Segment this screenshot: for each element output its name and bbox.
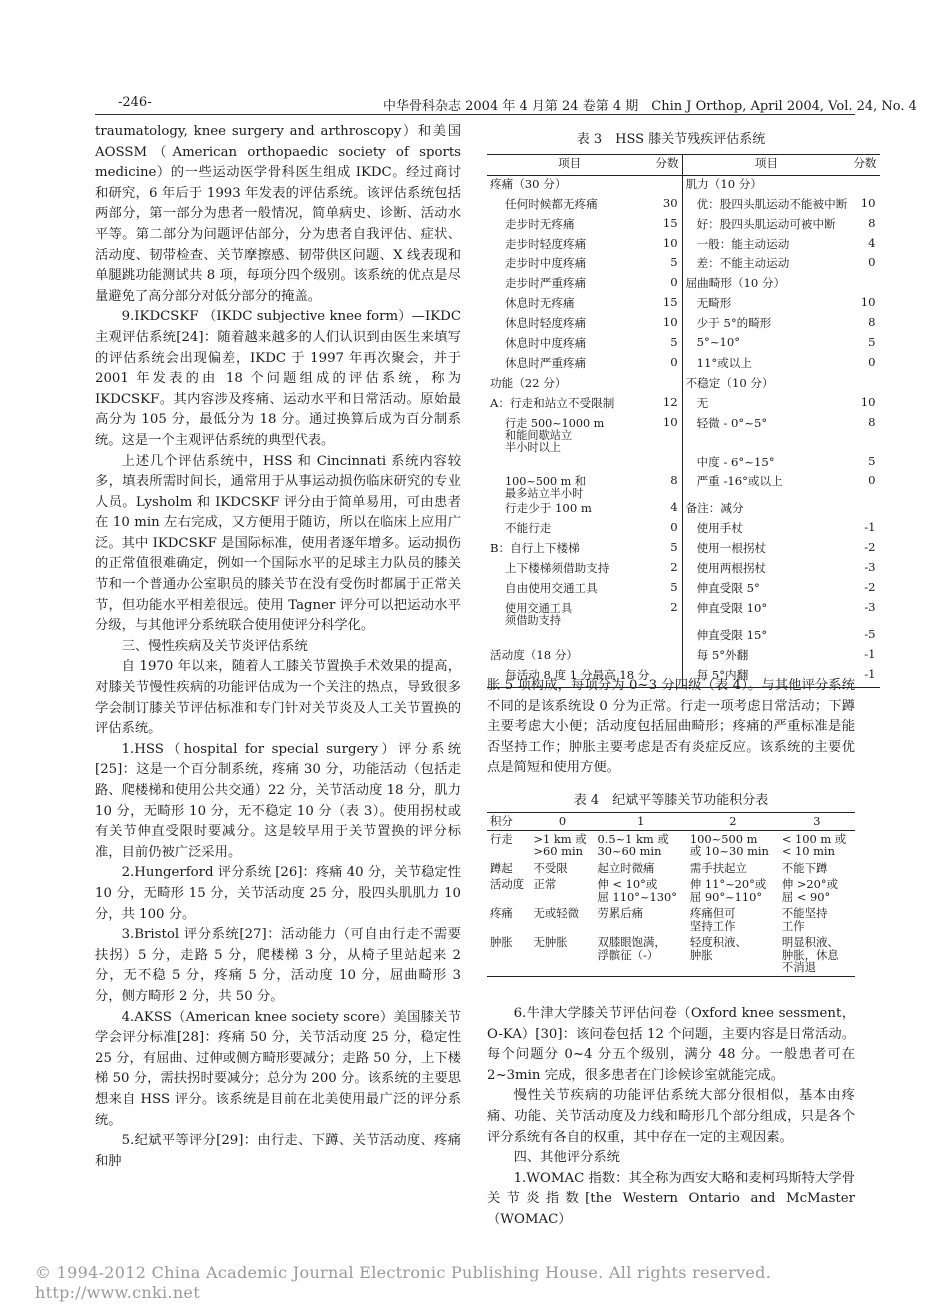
score-cell: 2 (652, 560, 682, 580)
score-cell: -1 (850, 667, 879, 687)
score-cell: 8 (868, 215, 876, 230)
row-label-cell: 行走 (490, 831, 513, 846)
hss-table (487, 154, 880, 688)
item-cell: 伸直受限 10° (696, 600, 768, 615)
score-cell: 5 (652, 580, 682, 600)
item-cell: 备注：减分 (685, 501, 744, 516)
column-header: 项目 (682, 155, 850, 176)
value-cell: 正常 (533, 877, 557, 891)
row-label-cell: 肿胀 (487, 934, 530, 976)
score-cell: 0 (652, 355, 682, 375)
item-cell: A：行走和站立不受限制 (490, 395, 615, 410)
column-header: 积分 (487, 813, 530, 831)
value-cell: < 100 m 或 < 10 min (781, 831, 847, 858)
right-mid-column (487, 676, 855, 779)
score-cell (850, 175, 879, 195)
item-cell: 11°或以上 (696, 355, 752, 370)
score-cell: -3 (864, 599, 876, 614)
right-bottom-column (487, 1004, 855, 1231)
score-cell: 5 (868, 335, 876, 350)
item-cell: 优：股四头肌运动不能被中断 (696, 196, 848, 211)
item-cell: 每 5°内翻 (682, 667, 850, 687)
item-cell: 任何时候都无疼痛 (505, 196, 598, 211)
row-label-cell: 疼痛 (490, 906, 513, 920)
item-cell: 使用手杖 (696, 521, 743, 536)
item-cell: 不稳定（10 分） (685, 375, 774, 390)
item-cell: 少于 5°的畸形 (696, 316, 772, 331)
item-cell: 无 (696, 395, 709, 410)
score-cell: 15 (652, 295, 682, 315)
page-number: -246- (118, 95, 152, 110)
table-row (487, 600, 880, 627)
paragraph: 三、慢性疾病及关节炎评估系统 (121, 638, 308, 654)
score-cell (652, 454, 682, 474)
column-header: 3 (779, 813, 855, 831)
score-cell: 8 (652, 473, 682, 500)
paragraph: 四、其他评分系统 (513, 1150, 620, 1166)
value-cell: 伸 >20°或 屈 < 90° (781, 877, 838, 904)
item-cell: B：自行上下楼梯 (490, 541, 580, 556)
value-cell: 伸 < 10°或 屈 110°~130° (597, 877, 677, 904)
value-cell: 不能下蹲 (781, 860, 828, 875)
table-row (487, 355, 880, 375)
score-cell: -1 (864, 520, 876, 535)
score-cell: 0 (868, 354, 876, 369)
table-row (487, 580, 880, 600)
item-cell: 100~500 m 和 最多站立半小时 (505, 475, 586, 501)
score-cell: 0 (868, 255, 876, 270)
value-cell: 明显积液、 肿胀，休息 不消退 (779, 934, 855, 976)
table-row (487, 335, 880, 355)
paragraph: traumatology, knee surgery and arthroscopy）和美国 AOSSM（American orthopaedic society of sports medicine）的一些运动医学骨科医生组成 IKDC。经过商讨和研究，6 年后于 1993 年发表的评估系统。该评估系统包括两部分，第一部分为患者一般情况，简单病史、诊断、活动水平等。第二部分为问题评估部分，分为患者自我评估、症状、活动度、韧带检查、关节摩擦感、韧带供区问题、X 线表现和单腿跳功能测试共 8 项，每项分四个级别。该系统的优点是尽量避免了高分部分对低分部分的掩盖。 (95, 124, 461, 304)
paragraph: 4.AKSS（American knee society score）美国膝关节学会评分标准[28]：疼痛 50 分，关节活动度 25 分，稳定性 25 分，有屈曲、过伸或侧方畸形要减分；走路 50 分，上下楼梯 50 分，需扶拐时要减分；总分为 200 分。该系统的主要思想来自 HSS 评分。该系统是目前在北美使用最广泛的评分系统。 (95, 1009, 461, 1128)
column-header: 项目 (487, 155, 652, 176)
journal-name-cn: 中华骨科杂志 2004 年 4 月第 24 卷第 4 期 (383, 99, 639, 114)
item-cell (487, 627, 652, 647)
table-row (487, 473, 880, 500)
table-header-row (487, 813, 855, 831)
paragraph: 3.Bristol 评分系统[27]：活动能力（可自由行走不需要扶拐）5 分，走路 5 分，爬楼梯 3 分，从椅子里站起来 2 分，无不稳 5 分，疼痛 5 分，活动度 10 分，屈曲畸形 3 分，侧方畸形 2 分，共 50 分。 (95, 927, 461, 1004)
value-cell: 轻度积液、 肿胀 (687, 934, 779, 976)
item-cell: 休息时轻度疼痛 (505, 316, 587, 331)
table-row (487, 540, 880, 560)
score-cell: 5 (868, 453, 876, 468)
score-cell: 0 (652, 520, 682, 540)
paragraph: 慢性关节疾病的功能评估系统大部分很相似，基本由疼痛、功能、关节活动度及力线和畸形几个部分组成，只是各个评分系统有各自的权重，其中存在一定的主观因素。 (487, 1088, 855, 1145)
value-cell: 起立时微痛 (597, 860, 655, 875)
table-row (487, 876, 855, 905)
item-cell: 好：股四头肌运动可被中断 (696, 216, 836, 231)
score-cell: -1 (864, 646, 876, 661)
table-row (487, 500, 880, 520)
column-header: 分数 (652, 155, 682, 176)
score-cell (850, 375, 879, 395)
score-cell: 8 (868, 414, 876, 429)
paragraph: 胀 5 项构成，每项分为 0~3 分四级（表 4）。与其他评分系统不同的是该系统设 0 分为正常。行走一项考虑日常活动；下蹲主要考虑大小便；活动度包括屈曲畸形；疼痛的严重标准是能否坚持工作；肿胀主要考虑是否有炎症反应。该系统的主要优点是简短和使用方便。 (487, 678, 855, 776)
paragraph: 1.HSS（hospital for special surgery）评分系统[25]：这是一个百分制系统，疼痛 30 分，功能活动（包括走路、爬楼梯和使用公共交通）22 分，关节活动度 18 分，肌力 10 分，无畸形 10 分，无不稳定 10 分（表 3）。使用拐杖或有关节伸直受限时要减分。这是较早用于关节置换的评分标准，目前仍被广泛采用。 (95, 741, 461, 860)
row-label-cell: 蹲起 (490, 860, 513, 875)
paragraph: 9.IKDCSKF （IKDC subjective knee form）—IKDC 主观评估系统[24]：随着越来越多的人们认识到由医生来填写的评估系统会出现偏差，IKDC 于 1997 年再次聚会，并于 2001 年发表的由 18 个问题组成的评估系统，称为 IKDCSKF。其内容涉及疼痛、运动水平和日常活动。原始最高分为 105 分，最低分为 18 分。通过换算后成为百分制系统。这是一个主观评估系统的典型代表。 (95, 309, 461, 448)
item-cell: 严重 -16°或以上 (696, 474, 783, 489)
score-cell: 10 (652, 236, 682, 256)
table-row (487, 627, 880, 647)
value-cell: 无或轻微 (533, 906, 580, 920)
item-cell: 中度 - 6°~15° (696, 454, 775, 469)
item-cell: 行走 500~1000 m 和能间歇站立 半小时以上 (505, 416, 605, 454)
knee-function-table (487, 812, 855, 977)
value-cell: 不能坚持 工作 (781, 906, 828, 933)
item-cell: 伸直受限 15° (696, 627, 768, 642)
value-cell: 双膝眼饱满， 浮髌征（-） (594, 934, 686, 976)
item-cell: 轻微 - 0°~5° (696, 415, 768, 430)
table-header-row (487, 155, 880, 176)
item-cell: 休息时无疼痛 (505, 296, 575, 311)
paragraph: 1.WOMAC 指数：其全称为西安大略和麦柯玛斯特大学骨关节炎指数[the Western Ontario and McMaster（WOMAC） (487, 1170, 855, 1227)
paragraph: 上述几个评估系统中，HSS 和 Cincinnati 系统内容较多，填表所需时间长，通常用于从事运动损伤临床研究的专业人员。Lysholm 和 IKDCSKF 评分由于简单易用，可由患者在 10 min 左右完成，又方便用于随访，所以在临床上应用广泛。其中 IKDCSKF 是国际标准，使用者逐年增多。运动损伤的正常值很难确定，例如一个国际水平的足球主力队员的膝关节和一个普通办公室职员的膝关节在没有受伤时都属于正常关节，但功能水平相差很远。使用 Tagner 评分可以把运动水平分级，与其他评分系统联合使用使评分科学化。 (95, 453, 461, 634)
item-cell: 走步时轻度疼痛 (505, 236, 587, 251)
table-row (487, 860, 855, 877)
score-cell: 4 (868, 235, 876, 250)
value-cell: 0.5~1 km 或 30~60 min (597, 831, 669, 858)
score-cell: -2 (864, 580, 876, 595)
table-row (487, 216, 880, 236)
score-cell: 4 (652, 500, 682, 520)
score-cell: 10 (860, 195, 876, 210)
item-cell: 上下楼梯须借助支持 (505, 561, 610, 576)
score-cell (652, 175, 682, 195)
score-cell: 30 (652, 196, 682, 216)
value-cell: 100~500 m 或 10~30 min (689, 831, 769, 858)
table-row (487, 415, 880, 454)
score-cell: -3 (864, 560, 876, 575)
item-cell: 疼痛（30 分） (490, 176, 567, 191)
item-cell: 走步时严重疼痛 (505, 276, 587, 291)
paragraph: 5.纪斌平等评分[29]：由行走、下蹲、关节活动度、疼痛和肿 (95, 1133, 461, 1169)
score-cell (652, 627, 682, 647)
item-cell: 走步时中度疼痛 (505, 256, 587, 271)
item-cell: 5°~10° (696, 335, 741, 350)
item-cell: 休息时中度疼痛 (505, 336, 587, 351)
table-row (487, 375, 880, 395)
item-cell: 差：不能主动运动 (696, 256, 790, 271)
score-cell: -5 (864, 626, 876, 641)
score-cell: 2 (652, 600, 682, 627)
item-cell: 自由使用交通工具 (505, 581, 598, 596)
column-header: 0 (530, 813, 594, 831)
score-cell: 8 (868, 315, 876, 330)
score-cell: 5 (652, 255, 682, 275)
value-cell: 不受限 (533, 860, 568, 875)
value-cell: 疼痛但可 坚持工作 (689, 906, 736, 933)
item-cell: 无畸形 (696, 296, 732, 311)
item-cell: 行走少于 100 m (505, 501, 592, 516)
item-cell (487, 454, 652, 474)
table-row (487, 520, 880, 540)
value-cell: 劳累后痛 (597, 906, 644, 920)
score-cell: 10 (652, 415, 682, 454)
value-cell: >1 km 或 >60 min (533, 831, 587, 858)
value-cell: 需手扶起立 (689, 860, 747, 875)
item-cell: 每 5°外翻 (696, 647, 749, 662)
row-label-cell: 活动度 (490, 877, 525, 891)
score-cell: 10 (652, 315, 682, 335)
score-cell: 10 (860, 295, 876, 310)
item-cell: 一般：能主动运动 (696, 236, 790, 251)
table-row (487, 315, 880, 335)
table-row (487, 196, 880, 216)
item-cell: 使用两根拐杖 (696, 561, 767, 576)
table4-caption: 表 4 纪斌平等膝关节功能积分表 (573, 793, 769, 808)
item-cell: 屈曲畸形（10 分） (685, 276, 786, 291)
table3-caption: 表 3 HSS 膝关节残疾评估系统 (576, 132, 766, 147)
table-row (487, 647, 880, 667)
left-text-column (95, 122, 461, 1172)
value-cell: 无肿胀 (530, 934, 594, 976)
score-cell (850, 275, 879, 295)
value-cell: 伸 11°~20°或 屈 90°~110° (689, 877, 767, 904)
item-cell: 功能（22 分） (490, 375, 567, 390)
score-cell: 0 (868, 473, 876, 488)
table-row (487, 905, 855, 934)
copyright-footer: © 1994-2012 China Academic Journal Electronic Publishing House. All rights reserved. http://www.cnki.net (35, 1263, 788, 1302)
column-header: 分数 (850, 155, 879, 176)
paragraph: 2.Hungerford 评分系统 [26]：疼痛 40 分，关节稳定性 10 分，无畸形 15 分，关节活动度 25 分，股四头肌肌力 10 分，共 100 分。 (95, 865, 461, 922)
score-cell (652, 647, 682, 667)
journal-name-en: Chin J Orthop, April 2004, Vol. 24, No. 4 (651, 99, 917, 114)
score-cell: 0 (652, 275, 682, 295)
score-cell: -2 (864, 540, 876, 555)
score-cell: 5 (652, 335, 682, 355)
score-cell: 5 (652, 540, 682, 560)
paragraph: 自 1970 年以来，随着人工膝关节置换手术效果的提高，对膝关节慢性疾病的功能评估成为一个关注的热点，导致很多学会制订膝关节评估标准和专门针对关节炎及人工关节置换的评估系统。 (95, 659, 461, 737)
column-header: 1 (594, 813, 686, 831)
paragraph: 6.牛津大学膝关节评估问卷（Oxford knee sessment，O-KA）[30]：该问卷包括 12 个问题，主要内容是日常活动。每个问题分 0~4 分五个级别，满分 48 分。一般患者可在 2~3min 完成，很多患者在门诊候诊室就能完成。 (487, 1006, 855, 1083)
score-cell: 10 (860, 394, 876, 409)
score-cell: 15 (652, 216, 682, 236)
item-cell: 每活动 8 度 1 分最高 18 分 (487, 667, 652, 687)
table-row (487, 830, 855, 860)
table-row (487, 255, 880, 275)
table-row (487, 236, 880, 256)
item-cell: 走步时无疼痛 (505, 216, 575, 231)
item-cell: 伸直受限 5° (696, 581, 760, 596)
table-row (487, 295, 880, 315)
table-row (487, 934, 855, 976)
item-cell: 使用一根拐杖 (696, 541, 767, 556)
score-cell (652, 375, 682, 395)
column-header: 2 (687, 813, 779, 831)
table-row (487, 275, 880, 295)
table-row (487, 560, 880, 580)
score-cell (850, 500, 879, 520)
table-row (487, 175, 880, 195)
item-cell: 使用交通工具 须借助支持 (505, 601, 573, 627)
table-row (487, 454, 880, 474)
item-cell: 肌力（10 分） (685, 176, 762, 191)
item-cell: 活动度（18 分） (490, 647, 579, 662)
header-rule (95, 114, 855, 115)
item-cell: 不能行走 (505, 521, 552, 536)
score-cell: 12 (652, 395, 682, 415)
journal-header (383, 95, 917, 114)
item-cell: 休息时严重疼痛 (505, 355, 587, 370)
table-row (487, 395, 880, 415)
